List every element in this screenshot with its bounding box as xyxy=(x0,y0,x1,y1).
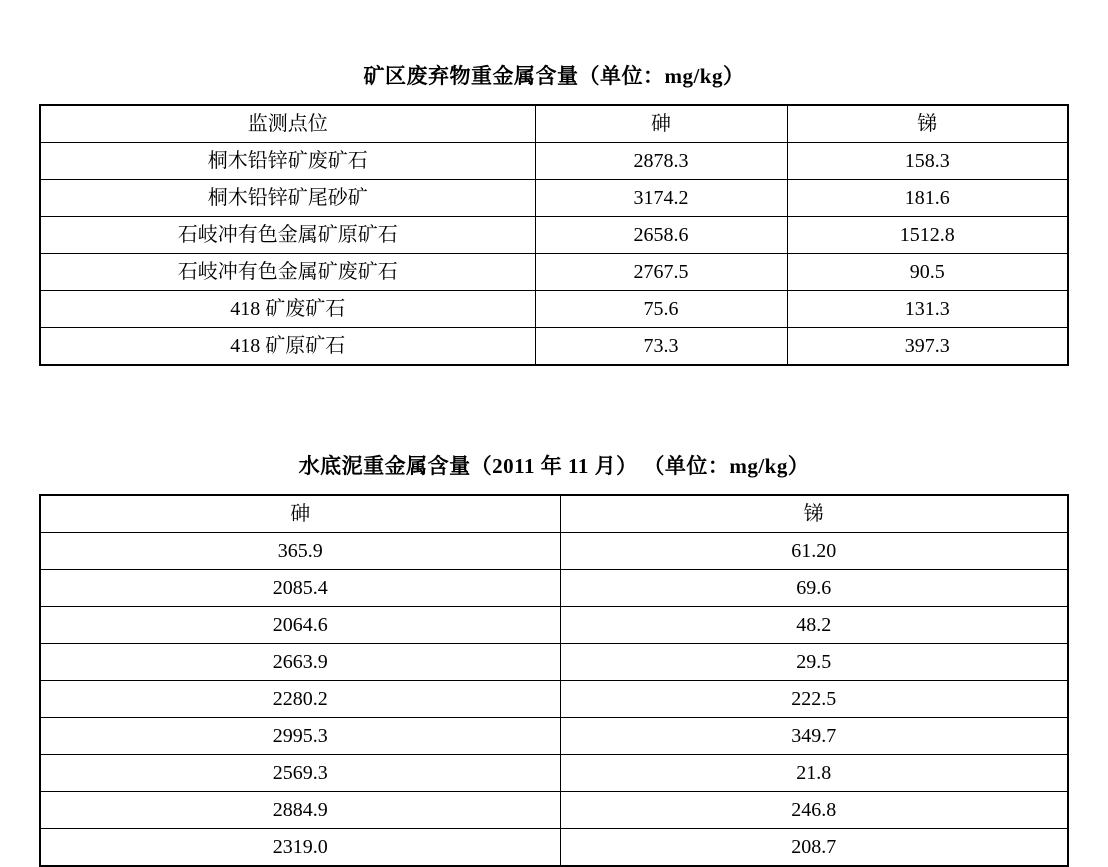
cell-arsenic: 2995.3 xyxy=(40,718,560,755)
cell-site: 桐木铅锌矿尾砂矿 xyxy=(40,180,535,217)
cell-arsenic: 2280.2 xyxy=(40,681,560,718)
column-header-arsenic: 砷 xyxy=(535,105,787,143)
table-row xyxy=(40,143,1068,180)
cell-arsenic: 2884.9 xyxy=(40,792,560,829)
cell-antimony: 48.2 xyxy=(560,607,1068,644)
column-header-antimony: 锑 xyxy=(560,495,1068,533)
cell-site: 桐木铅锌矿废矿石 xyxy=(40,143,535,180)
column-header-antimony: 锑 xyxy=(787,105,1068,143)
cell-site: 418 矿原矿石 xyxy=(40,328,535,366)
cell-site: 418 矿废矿石 xyxy=(40,291,535,328)
cell-arsenic: 2878.3 xyxy=(535,143,787,180)
cell-arsenic: 2569.3 xyxy=(40,755,560,792)
cell-antimony: 90.5 xyxy=(787,254,1068,291)
cell-antimony: 158.3 xyxy=(787,143,1068,180)
cell-arsenic: 2064.6 xyxy=(40,607,560,644)
cell-site: 石岐冲有色金属矿原矿石 xyxy=(40,217,535,254)
column-header-site: 监测点位 xyxy=(40,105,535,143)
table-sediment-heavy-metals xyxy=(39,494,1069,867)
table-row xyxy=(40,254,1068,291)
table-row xyxy=(40,755,1068,792)
table-block-mine-waste xyxy=(0,60,1108,366)
table-row xyxy=(40,570,1068,607)
table-header-row xyxy=(40,105,1068,143)
column-header-arsenic: 砷 xyxy=(40,495,560,533)
table-block-sediment xyxy=(0,450,1108,867)
table-row xyxy=(40,217,1068,254)
cell-arsenic: 2085.4 xyxy=(40,570,560,607)
cell-site: 石岐冲有色金属矿废矿石 xyxy=(40,254,535,291)
table-mine-waste-heavy-metals xyxy=(39,104,1069,366)
table-row xyxy=(40,607,1068,644)
table-row xyxy=(40,180,1068,217)
cell-arsenic: 75.6 xyxy=(535,291,787,328)
cell-antimony: 349.7 xyxy=(560,718,1068,755)
table-row xyxy=(40,291,1068,328)
cell-arsenic: 365.9 xyxy=(40,533,560,570)
table-row xyxy=(40,533,1068,570)
cell-arsenic: 2663.9 xyxy=(40,644,560,681)
table-row xyxy=(40,718,1068,755)
cell-antimony: 61.20 xyxy=(560,533,1068,570)
cell-arsenic: 2767.5 xyxy=(535,254,787,291)
table-row xyxy=(40,681,1068,718)
cell-arsenic: 2319.0 xyxy=(40,829,560,867)
cell-antimony: 208.7 xyxy=(560,829,1068,867)
cell-antimony: 131.3 xyxy=(787,291,1068,328)
table-2-caption: 水底泥重金属含量（2011 年 11 月） （单位：mg/kg） xyxy=(298,454,810,478)
cell-arsenic: 73.3 xyxy=(535,328,787,366)
cell-antimony: 1512.8 xyxy=(787,217,1068,254)
table-row xyxy=(40,644,1068,681)
table-1-caption: 矿区废弃物重金属含量（单位：mg/kg） xyxy=(363,64,745,88)
cell-antimony: 69.6 xyxy=(560,570,1068,607)
cell-antimony: 222.5 xyxy=(560,681,1068,718)
cell-antimony: 181.6 xyxy=(787,180,1068,217)
cell-arsenic: 3174.2 xyxy=(535,180,787,217)
table-row xyxy=(40,792,1068,829)
cell-antimony: 29.5 xyxy=(560,644,1068,681)
cell-arsenic: 2658.6 xyxy=(535,217,787,254)
table-row xyxy=(40,829,1068,867)
cell-antimony: 246.8 xyxy=(560,792,1068,829)
table-header-row xyxy=(40,495,1068,533)
cell-antimony: 397.3 xyxy=(787,328,1068,366)
cell-antimony: 21.8 xyxy=(560,755,1068,792)
table-row xyxy=(40,328,1068,366)
